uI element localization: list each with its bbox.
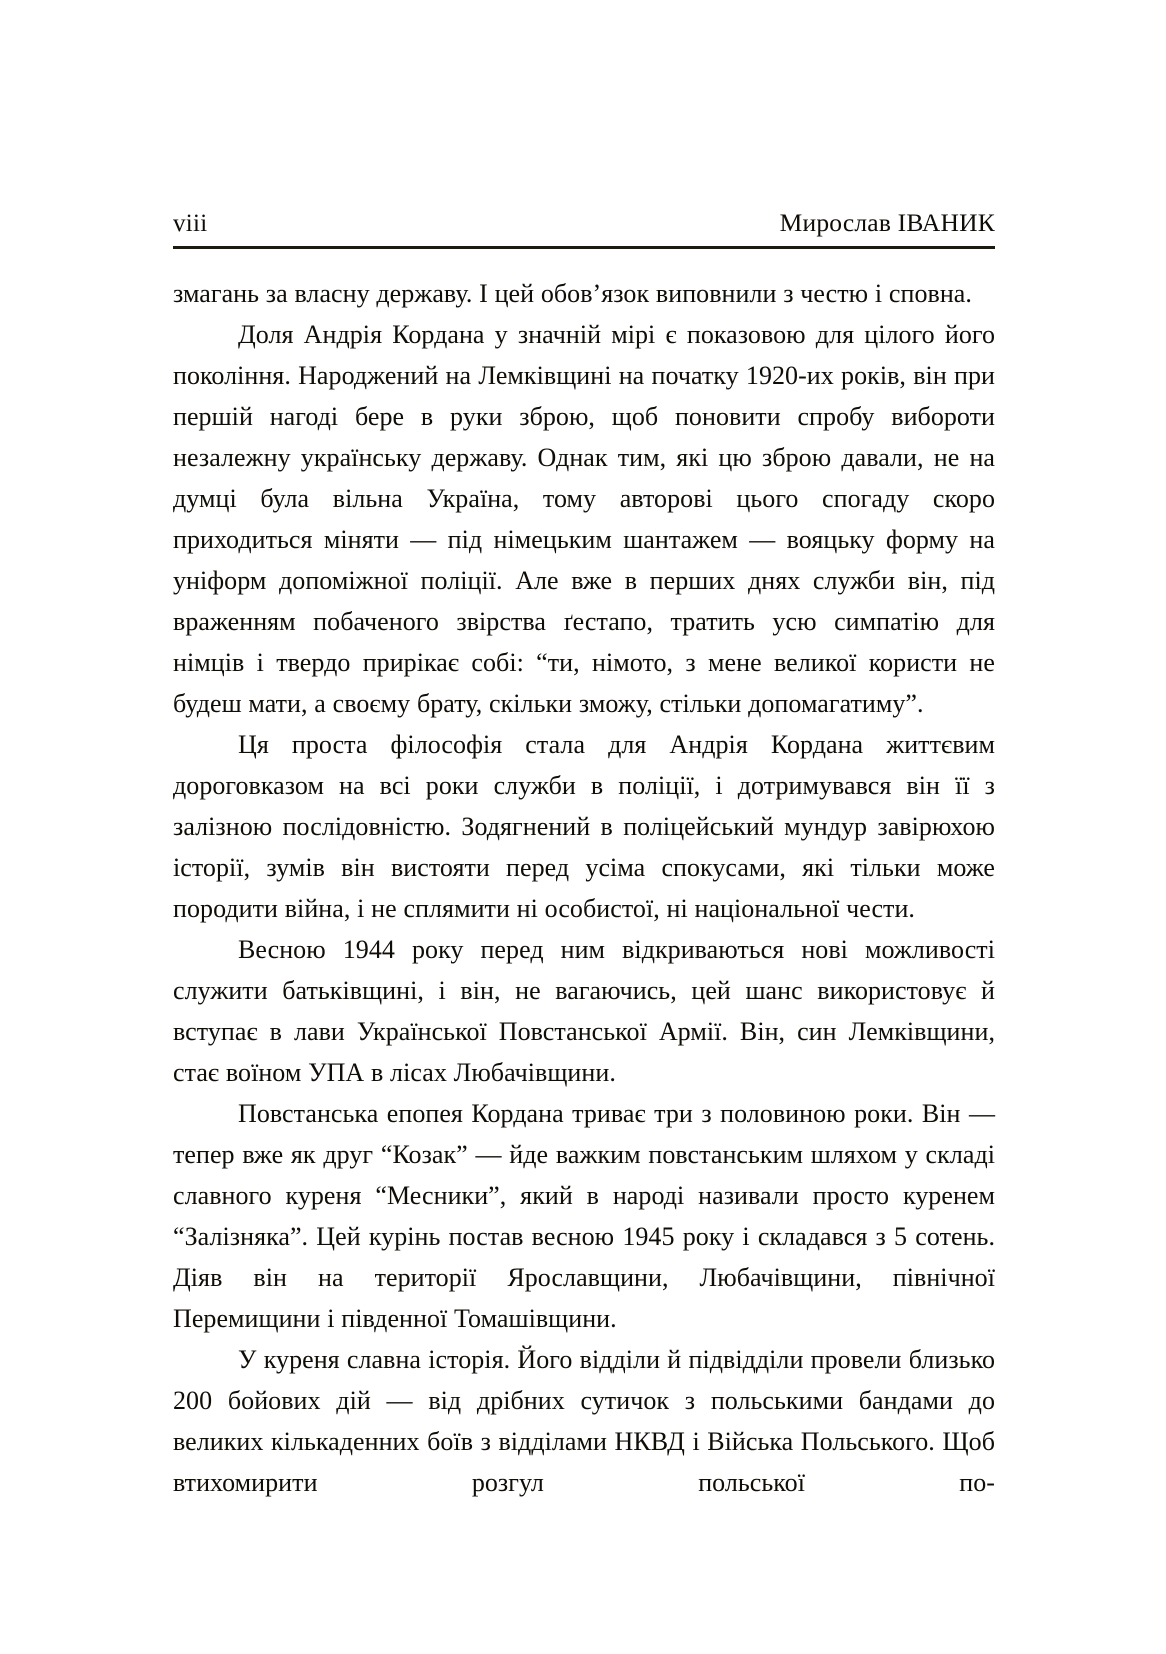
paragraph-u-kurenya: У куреня славна історія. Його відділи й підвідділи провели близько 200 бойових дій — від дрібних сутичок з польськими бандами до великих кількаденних боїв з відділами НКВД і Війська Польського. Щоб втихомирити розгул польської по-: [173, 1345, 995, 1497]
running-head-rule: [173, 246, 995, 249]
body-text: [173, 273, 995, 1503]
paragraph-continued: змагань за власну державу. І цей обов’язок виповнили з честю і сповна.: [173, 279, 972, 308]
running-head-author: Мирослав ІВАНИК: [779, 208, 995, 237]
page-content: [173, 206, 995, 1503]
paragraph-dolya-kordana: Доля Андрія Кордана у значній мірі є показовою для цілого його покоління. Народжений на Лемківщині на початку 1920-их років, він при першій нагоді бере в руки зброю, щоб поновити спробу вибороти незалежну українську державу. Однак тим, які цю зброю давали, не на думці була вільна Україна, тому авторові цього спогаду скоро приходиться міняти — під німецьким шантажем — вояцьку форму на уніформ допоміжної поліції. Але вже в перших днях служби він, під враженням побаченого звірства ґестапо, тратить усю симпатію для німців і твердо прирікає собі: “ти, німото, з мене великої користи не будеш мати, а своєму брату, скільки зможу, стільки допомагатиму”.: [173, 320, 995, 718]
paragraph-vesnoyu-1944: Весною 1944 року перед ним відкриваються нові можливості служити батьківщині, і він, не вагаючись, цей шанс використовує й вступає в лави Української Повстанської Армії. Він, син Лемківщини, стає воїном УПА в лісах Любачівщини.: [173, 935, 995, 1087]
running-head: [173, 206, 995, 240]
paragraph-filosofiya: Ця проста філософія стала для Андрія Кордана життєвим дороговказом на всі роки служби в поліції, і дотримувався він її з залізною послідовністю. Зодягнений в поліцейський мундур завірюхою історії, зумів він вистояти перед усіма спокусами, які тільки може породити війна, і не сплямити ні особистої, ні національної чести.: [173, 730, 995, 923]
page-number: viii: [173, 210, 208, 237]
paragraph-povstanska-epopeya: Повстанська епопея Кордана триває три з половиною роки. Він — тепер вже як друг “Козак” — йде важким повстанським шляхом у складі славного куреня “Месники”, який в народі називали просто куренем “Залізняка”. Цей курінь постав весною 1945 року і складався з 5 сотень. Діяв він на території Ярославщини, Любачівщини, північної Перемищини і південної Томашівщини.: [173, 1099, 995, 1333]
